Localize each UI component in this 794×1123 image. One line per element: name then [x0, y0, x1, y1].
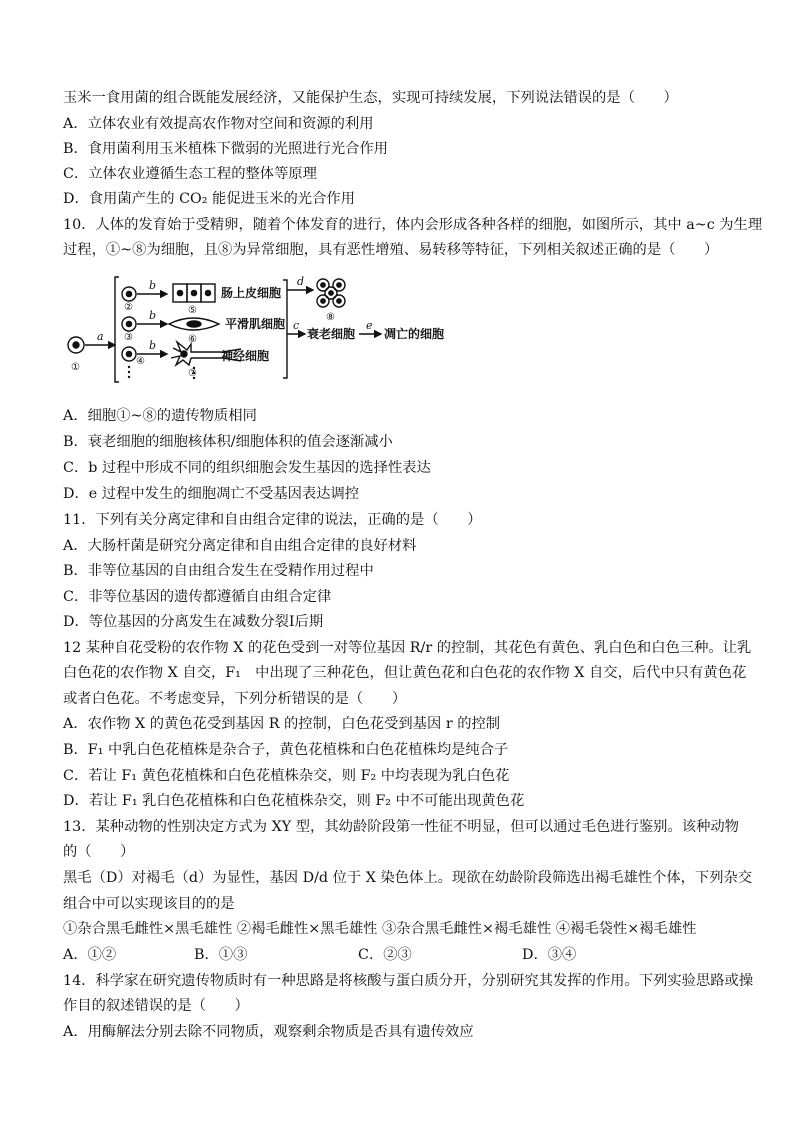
label-neuron: 神经细胞	[221, 349, 270, 363]
q9-option-d: D．食用菌产生的 CO₂ 能促进玉米的光合作用	[63, 191, 355, 207]
cell-1	[68, 337, 84, 353]
label-intestinal-epithelium: 肠上皮细胞	[221, 286, 282, 300]
q11-option-c: C．非等位基因的遗传都遵循自由组合定律	[63, 589, 332, 605]
label-cell-1: ①	[71, 362, 80, 373]
q11-option-a: A．大肠杆菌是研究分离定律和自由组合定律的良好材料	[63, 538, 417, 554]
q12-option-a: A．农作物 X 的黄色花受到基因 R 的控制，白色花受到基因 r 的控制	[63, 716, 501, 732]
cell-4	[122, 347, 136, 361]
label-cell-3: ③	[124, 332, 133, 343]
cell-3	[122, 317, 136, 331]
q11-option-b: B．非等位基因的自由组合发生在受精作用过程中	[63, 563, 374, 579]
left-bracket	[115, 277, 119, 382]
q13-stem-line2: 的（ ）	[63, 844, 135, 860]
smooth-muscle-cell	[169, 318, 219, 330]
q10-option-c: C．b 过程中形成不同的组织细胞会发生基因的选择性表达	[63, 460, 431, 476]
q13-stem-line4: 组合中可以实现该目的的是	[63, 896, 235, 912]
q9-option-c: C．立体农业遵循生态工程的整体等原理	[63, 166, 317, 182]
label-cell-6: ⑥	[188, 334, 197, 345]
label-b2: b	[149, 309, 157, 322]
q14-stem-line1: 14．科学家在研究遗传物质时有一种思路是将核酸与蛋白质分开，分别研究其发挥的作用。下列实验思路或操	[63, 973, 754, 989]
q11-option-d: D．等位基因的分离发生在减数分裂Ⅰ后期	[63, 614, 324, 630]
label-e: e	[366, 319, 373, 332]
q9-option-a: A．立体农业有效提高农作物对空间和资源的利用	[63, 116, 374, 132]
label-b3: b	[149, 339, 157, 352]
q9-option-b: B．食用菌利用玉米植株下微弱的光照进行光合作用	[63, 141, 389, 157]
label-dead-cell: 凋亡的细胞	[384, 327, 445, 341]
cell-differentiation-diagram	[63, 272, 463, 384]
q12-stem-line3: 或者白色花。不考虑变异，下列分析错误的是（ ）	[63, 691, 407, 707]
q14-option-a: A．用酶解法分别去除不同物质，观察剩余物质是否具有遗传效应	[63, 1024, 474, 1040]
cell-2	[122, 287, 136, 301]
label-cell-7: ⑦	[188, 368, 197, 379]
q9-stem: 玉米一食用菌的组合既能发展经济，又能保护生态，实现可持续发展，下列说法错误的是（ ）	[63, 90, 678, 106]
q13-option-c: C．②③	[358, 947, 412, 963]
q10-option-a: A．细胞①~⑧的遗传物质相同	[63, 408, 257, 424]
q10-stem-line1: 10．人体的发育始于受精卵，随着个体发育的进行，体内会形成各种各样的细胞，如图所示，其中 a~c 为生理	[63, 217, 763, 233]
q13-options-row	[63, 945, 743, 965]
label-cell-8: ⑧	[326, 312, 335, 323]
q13-stem-line1: 13．某种动物的性别决定方式为 XY 型，其幼龄阶段第一性征不明显，但可以通过毛色进行鉴别。该种动物	[63, 819, 739, 835]
label-cell-5: ⑤	[188, 305, 197, 316]
q12-option-b: B．F₁ 中乳白色花植株是杂合子，黄色花植株和白色花植株均是纯合子	[63, 742, 509, 758]
q12-option-c: C．若让 F₁ 黄色花植株和白色花植株杂交，则 F₂ 中均表现为乳白色花	[63, 768, 510, 784]
q11-stem: 11．下列有关分离定律和自由组合定律的说法，正确的是（ ）	[63, 512, 482, 528]
q13-option-b: B．①③	[194, 947, 248, 963]
label-cell-2: ②	[124, 302, 133, 313]
q10-option-d: D．e 过程中发生的细胞凋亡不受基因表达调控	[63, 486, 360, 502]
q14-stem-line2: 作目的叙述错误的是（ ）	[63, 998, 249, 1014]
intestinal-epithelium-cells	[173, 284, 215, 302]
q12-option-d: D．若让 F₁ 乳白色花植株和白色花植株杂交，则 F₂ 中不可能出现黄色花	[63, 793, 525, 809]
label-aging-cell: 衰老细胞	[307, 327, 356, 341]
q13-option-d: D．③④	[522, 947, 577, 963]
label-smooth-muscle: 平滑肌细胞	[225, 317, 286, 331]
q10-stem-line2: 过程，①~⑧为细胞，且⑧为异常细胞，具有恶性增殖、易转移等特征，下列相关叙述正确的是（ ）	[63, 242, 719, 258]
label-c: c	[293, 319, 300, 332]
q13-stem-line3: 黑毛（D）对褐毛（d）为显性，基因 D/d 位于 X 染色体上。现欲在幼龄阶段筛选出褐毛雄性个体，下列杂交	[63, 870, 753, 886]
label-a: a	[97, 330, 104, 343]
label-cell-4: ④	[136, 356, 145, 367]
cell-8-cluster	[317, 279, 345, 307]
label-b1: b	[149, 279, 157, 292]
q13-cross-choices: ①杂合黑毛雌性×黑毛雄性 ②褐毛雌性×黑毛雄性 ③杂合黑毛雌性×褐毛雄性 ④褐毛袋性×褐毛雄性	[63, 921, 697, 937]
q13-option-a: A．①②	[63, 947, 117, 963]
q12-stem-line1: 12 某种自花受粉的农作物 X 的花色受到一对等位基因 R/r 的控制，其花色有黄色、乳白色和白色三种。让乳	[63, 640, 752, 656]
q10-option-b: B．衰老细胞的细胞核体积/细胞体积的值会逐渐减小	[63, 434, 393, 450]
q12-stem-line2: 白色花的农作物 X 自交，F₁ 中出现了三种花色，但让黄色花和白色花的农作物 X 自交，后代中只有黄色花	[63, 665, 747, 681]
label-d: d	[297, 275, 305, 288]
